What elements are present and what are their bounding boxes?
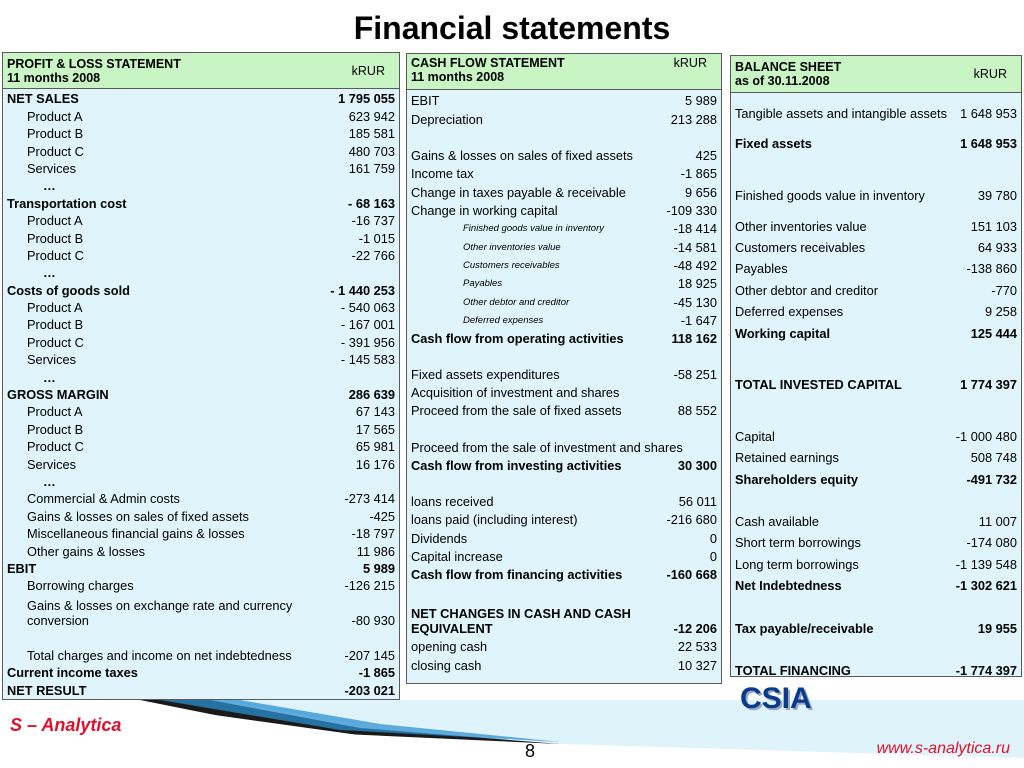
row-value: - 145 583 xyxy=(340,352,395,368)
statement-row xyxy=(3,541,399,558)
row-label: loans paid (including interest) xyxy=(411,512,578,528)
row-label: Finished goods value in inventory xyxy=(735,187,925,203)
statement-row xyxy=(3,298,399,315)
statement-row xyxy=(407,108,721,126)
row-label: … xyxy=(43,369,56,385)
row-value: 9 656 xyxy=(684,184,717,200)
statement-row xyxy=(407,636,721,654)
row-value: -1 865 xyxy=(358,665,395,681)
profit-loss-panel xyxy=(2,52,400,700)
row-label: Long term borrowings xyxy=(735,556,859,572)
statement-row xyxy=(407,382,721,400)
row-value: -126 215 xyxy=(344,578,395,594)
statement-row xyxy=(3,332,399,349)
statement-row xyxy=(731,301,1021,322)
row-label: Costs of goods sold xyxy=(7,282,130,298)
row-label: NET SALES xyxy=(7,91,79,107)
statement-row xyxy=(407,181,721,199)
row-value: 286 639 xyxy=(348,387,395,403)
statement-row xyxy=(731,93,1021,133)
row-value: -1 139 548 xyxy=(955,556,1017,572)
balance-sheet-panel xyxy=(730,55,1022,677)
row-label: Gains & losses on exchange rate and currency conversion xyxy=(27,598,293,629)
row-value: -1 302 621 xyxy=(955,578,1017,594)
row-label: Depreciation xyxy=(411,111,483,127)
row-value: 623 942 xyxy=(348,108,395,124)
row-label: Cash flow from financing activities xyxy=(411,567,623,583)
unit-label: kRUR xyxy=(673,56,707,70)
statement-row xyxy=(731,322,1021,343)
statement-row xyxy=(407,127,721,164)
statement-row xyxy=(407,236,721,254)
statement-row xyxy=(3,576,399,593)
statement-row xyxy=(407,654,721,672)
statement-row xyxy=(731,280,1021,301)
row-value: 0 xyxy=(709,548,717,564)
row-value: 1 648 953 xyxy=(960,136,1017,152)
row-value: -22 766 xyxy=(351,247,395,263)
statement-row xyxy=(3,211,399,228)
statement-row xyxy=(407,291,721,309)
statement-row xyxy=(731,447,1021,468)
row-value: -1 000 480 xyxy=(955,428,1017,444)
row-label: Product A xyxy=(27,404,83,420)
statement-row xyxy=(731,660,1021,677)
row-label: TOTAL FINANCING xyxy=(735,663,851,677)
row-value: -203 021 xyxy=(344,682,395,698)
statement-row xyxy=(731,532,1021,553)
unit-label: kRUR xyxy=(351,63,385,78)
statement-row xyxy=(407,328,721,346)
statement-row xyxy=(407,546,721,564)
row-label: Product C xyxy=(27,334,84,350)
statement-row xyxy=(407,255,721,273)
row-label: … xyxy=(43,178,56,194)
row-label: Proceed from the sale of investment and shares xyxy=(411,440,683,456)
row-label: Gains & losses on sales of fixed assets xyxy=(27,508,249,524)
row-value: 65 981 xyxy=(355,439,395,455)
statement-row xyxy=(3,524,399,541)
statement-row xyxy=(3,350,399,367)
row-label: Payables xyxy=(735,261,788,277)
row-label: … xyxy=(43,473,56,489)
row-value: 10 327 xyxy=(677,657,717,673)
statement-row xyxy=(407,400,721,418)
statement-row xyxy=(407,418,721,455)
row-value: -58 251 xyxy=(673,366,717,382)
row-label: Shareholders equity xyxy=(735,471,859,487)
row-label: Deferred expenses xyxy=(463,314,544,326)
row-value: 11 007 xyxy=(978,514,1017,530)
statement-row xyxy=(3,628,399,663)
row-spacer xyxy=(407,346,721,363)
row-spacer xyxy=(731,344,1021,365)
row-label: Other debtor and creditor xyxy=(735,282,878,298)
panel-header xyxy=(731,56,1021,93)
row-value: 0 xyxy=(709,530,717,546)
row-value: -273 414 xyxy=(344,491,395,507)
row-label: … xyxy=(43,265,56,281)
row-spacer xyxy=(731,596,1021,617)
row-spacer xyxy=(407,473,721,490)
page-number: 8 xyxy=(525,741,536,761)
statement-row xyxy=(407,455,721,473)
row-value: -1 647 xyxy=(680,312,717,328)
row-label: Tangible assets and intangible assets xyxy=(735,105,947,121)
statement-row xyxy=(3,89,399,106)
statement-row xyxy=(3,454,399,471)
row-label: Product A xyxy=(27,108,83,124)
row-label: NET CHANGES IN CASH AND CASH EQUIVALENT xyxy=(411,606,631,637)
statement-row xyxy=(3,419,399,436)
row-value: - 1 440 253 xyxy=(330,282,395,298)
row-value: 1 774 397 xyxy=(960,377,1017,393)
row-value: 5 989 xyxy=(362,560,395,576)
row-label: Tax payable/receivable xyxy=(735,620,874,636)
statement-row xyxy=(3,489,399,506)
row-label: Short term borrowings xyxy=(735,535,861,551)
row-value: -14 581 xyxy=(673,239,717,255)
row-value: - 167 001 xyxy=(340,317,395,333)
row-label: Services xyxy=(27,456,77,472)
row-label: Fixed assets expenditures xyxy=(411,366,560,382)
statement-row xyxy=(3,315,399,332)
statement-row xyxy=(407,200,721,218)
statement-row xyxy=(3,680,399,697)
statement-row xyxy=(731,575,1021,596)
row-spacer xyxy=(731,639,1021,660)
row-label: Current income taxes xyxy=(7,665,138,681)
statement-row xyxy=(3,124,399,141)
row-label: Change in taxes payable & receivable xyxy=(411,184,626,200)
row-label: Other gains & losses xyxy=(27,543,146,559)
row-value: -16 737 xyxy=(351,213,395,229)
row-label: Product B xyxy=(27,317,84,333)
row-label: closing cash xyxy=(411,657,482,673)
row-label: Commercial & Admin costs xyxy=(27,491,180,507)
row-label: Finished goods value in inventory xyxy=(463,223,605,235)
statement-row xyxy=(3,385,399,402)
panel-period: 11 months 2008 xyxy=(7,70,101,85)
brand-name: S – Analytica xyxy=(10,715,122,735)
statement-row xyxy=(407,364,721,382)
statement-row xyxy=(3,663,399,680)
row-label: Cash flow from operating activities xyxy=(411,331,624,347)
statement-row xyxy=(3,263,399,280)
row-label: Cash flow from investing activities xyxy=(411,458,622,474)
row-label: Cash available xyxy=(735,514,819,530)
row-label: Deferred expenses xyxy=(735,304,844,320)
row-value: -174 080 xyxy=(966,535,1017,551)
statement-row xyxy=(407,509,721,527)
row-value: -491 732 xyxy=(966,471,1017,487)
statement-row xyxy=(407,273,721,291)
row-value: 151 103 xyxy=(970,218,1017,234)
row-value: 213 288 xyxy=(670,111,717,127)
row-value: 1 648 953 xyxy=(960,105,1017,121)
statement-row xyxy=(3,280,399,297)
row-label: Product C xyxy=(27,143,84,159)
page-title: Financial statements xyxy=(353,10,671,46)
row-value: -160 668 xyxy=(666,567,717,583)
csia-logo: CSIA xyxy=(740,682,812,715)
row-value: -216 680 xyxy=(666,512,717,528)
statement-row xyxy=(3,472,399,489)
row-label: Fixed assets xyxy=(735,136,812,152)
row-label: Services xyxy=(27,352,77,368)
panel-title: CASH FLOW STATEMENT xyxy=(411,56,565,70)
statement-row xyxy=(407,491,721,509)
statement-row xyxy=(731,215,1021,236)
panel-title: PROFIT & LOSS STATEMENT xyxy=(7,56,181,71)
row-label: Services xyxy=(27,160,77,176)
statement-row xyxy=(731,469,1021,490)
statement-row xyxy=(731,175,1021,215)
row-value: -207 145 xyxy=(344,647,395,663)
statement-row xyxy=(407,218,721,236)
row-label: Product C xyxy=(27,439,84,455)
row-spacer xyxy=(731,490,1021,511)
row-label: TOTAL INVESTED CAPITAL xyxy=(735,377,902,393)
row-value: -138 860 xyxy=(966,261,1017,277)
row-value: -12 206 xyxy=(673,621,717,637)
panel-period: 11 months 2008 xyxy=(411,70,505,84)
row-value: 19 955 xyxy=(977,620,1017,636)
row-value: -1 865 xyxy=(680,166,717,182)
statement-row xyxy=(407,310,721,328)
statement-row xyxy=(3,193,399,210)
statement-row xyxy=(3,437,399,454)
statement-row xyxy=(731,617,1021,638)
row-value: -80 930 xyxy=(351,613,395,629)
row-label: Product A xyxy=(27,213,83,229)
row-value: 425 xyxy=(695,148,717,164)
statement-row xyxy=(3,159,399,176)
row-label: NET RESULT xyxy=(7,682,87,698)
panel-header xyxy=(407,54,721,90)
row-value: - 540 063 xyxy=(340,300,395,316)
unit-label: kRUR xyxy=(973,67,1007,81)
panel-title: BALANCE SHEET xyxy=(735,60,842,74)
statement-row xyxy=(3,367,399,384)
row-value: 161 759 xyxy=(348,160,395,176)
statement-row xyxy=(731,365,1021,405)
row-label: Customers receivables xyxy=(463,259,560,271)
row-value: -45 130 xyxy=(673,294,717,310)
row-value: 17 565 xyxy=(355,421,395,437)
row-label: Capital xyxy=(735,428,775,444)
row-value: - 391 956 xyxy=(340,334,395,350)
row-label: Capital increase xyxy=(411,548,503,564)
row-label: GROSS MARGIN xyxy=(7,387,109,403)
row-value: 18 925 xyxy=(677,276,717,292)
row-label: Net Indebtedness xyxy=(735,578,842,594)
statement-row xyxy=(731,258,1021,279)
statement-row xyxy=(731,133,1021,154)
row-value: 185 581 xyxy=(348,126,395,142)
row-value: -770 xyxy=(991,282,1017,298)
statement-row xyxy=(731,511,1021,532)
row-value: 9 258 xyxy=(984,304,1017,320)
statement-row xyxy=(3,506,399,523)
statement-row xyxy=(407,564,721,582)
row-spacer xyxy=(731,405,1021,426)
row-value: 11 986 xyxy=(356,543,395,559)
website-link[interactable]: www.s-analytica.ru xyxy=(876,740,1010,757)
panel-period: as of 30.11.2008 xyxy=(735,74,830,88)
row-value: -1 774 397 xyxy=(955,663,1017,677)
row-label: Income tax xyxy=(411,166,474,182)
row-label: Borrowing charges xyxy=(27,578,134,594)
statement-row xyxy=(3,559,399,576)
row-value: 56 011 xyxy=(678,494,717,510)
row-value: 22 533 xyxy=(677,639,717,655)
row-value: 30 300 xyxy=(677,458,717,474)
row-label: EBIT xyxy=(411,93,440,109)
row-label: EBIT xyxy=(7,560,37,576)
row-label: Transportation cost xyxy=(7,195,127,211)
row-label: Dividends xyxy=(411,530,468,546)
row-spacer xyxy=(407,582,721,599)
row-label: Product B xyxy=(27,230,84,246)
row-label: Product A xyxy=(27,300,83,316)
statement-row xyxy=(3,402,399,419)
row-label: Other debtor and creditor xyxy=(463,296,570,308)
row-value: -18 797 xyxy=(351,526,395,542)
row-label: Change in working capital xyxy=(411,203,558,219)
row-label: Gains & losses on sales of fixed assets xyxy=(411,148,633,164)
row-label: Acquisition of investment and shares xyxy=(411,385,620,401)
statement-row xyxy=(3,228,399,245)
statement-row xyxy=(731,554,1021,575)
row-value: 88 552 xyxy=(677,403,717,419)
row-value: 118 162 xyxy=(671,331,717,347)
statement-row xyxy=(407,600,721,637)
row-spacer xyxy=(731,154,1021,175)
row-value: 16 176 xyxy=(355,456,395,472)
row-label: Miscellaneous financial gains & losses xyxy=(27,526,245,542)
statement-row xyxy=(731,237,1021,258)
row-label: opening cash xyxy=(411,639,488,655)
row-label: Other inventories value xyxy=(463,241,561,253)
row-label: Total charges and income on net indebtedness xyxy=(27,647,292,663)
row-value: -425 xyxy=(369,508,395,524)
bottom-decoration xyxy=(0,700,1024,768)
row-label: Product B xyxy=(27,126,84,142)
row-value: -1 015 xyxy=(358,230,395,246)
row-value: 508 748 xyxy=(970,450,1017,466)
row-value: 5 989 xyxy=(684,93,717,109)
row-value: -18 414 xyxy=(673,221,717,237)
statement-row xyxy=(407,163,721,181)
row-value: 1 795 055 xyxy=(338,91,395,107)
row-label: Product B xyxy=(27,421,84,437)
statement-row xyxy=(407,527,721,545)
row-label: Other inventories value xyxy=(735,218,867,234)
row-value: 64 933 xyxy=(977,239,1017,255)
panel-header xyxy=(3,53,399,89)
statement-row xyxy=(3,246,399,263)
row-value: -48 492 xyxy=(673,257,717,273)
statement-row xyxy=(731,426,1021,447)
row-value: 39 780 xyxy=(977,187,1017,203)
statement-row xyxy=(3,141,399,158)
row-value: 480 703 xyxy=(348,143,395,159)
row-label: Payables xyxy=(463,278,503,290)
statement-row xyxy=(3,593,399,628)
row-value: - 68 163 xyxy=(348,195,395,211)
row-label: Working capital xyxy=(735,325,831,341)
row-label: Customers receivables xyxy=(735,239,866,255)
cash-flow-panel xyxy=(406,53,722,684)
row-value: -109 330 xyxy=(666,203,717,219)
row-value: 67 143 xyxy=(355,404,395,420)
row-label: loans received xyxy=(411,494,494,510)
row-label: Proceed from the sale of fixed assets xyxy=(411,403,622,419)
statement-row xyxy=(3,106,399,123)
row-label: Retained earnings xyxy=(735,450,839,466)
statement-row xyxy=(3,176,399,193)
row-value: 125 444 xyxy=(970,325,1017,341)
row-label: Product C xyxy=(27,247,84,263)
statement-row xyxy=(407,90,721,108)
